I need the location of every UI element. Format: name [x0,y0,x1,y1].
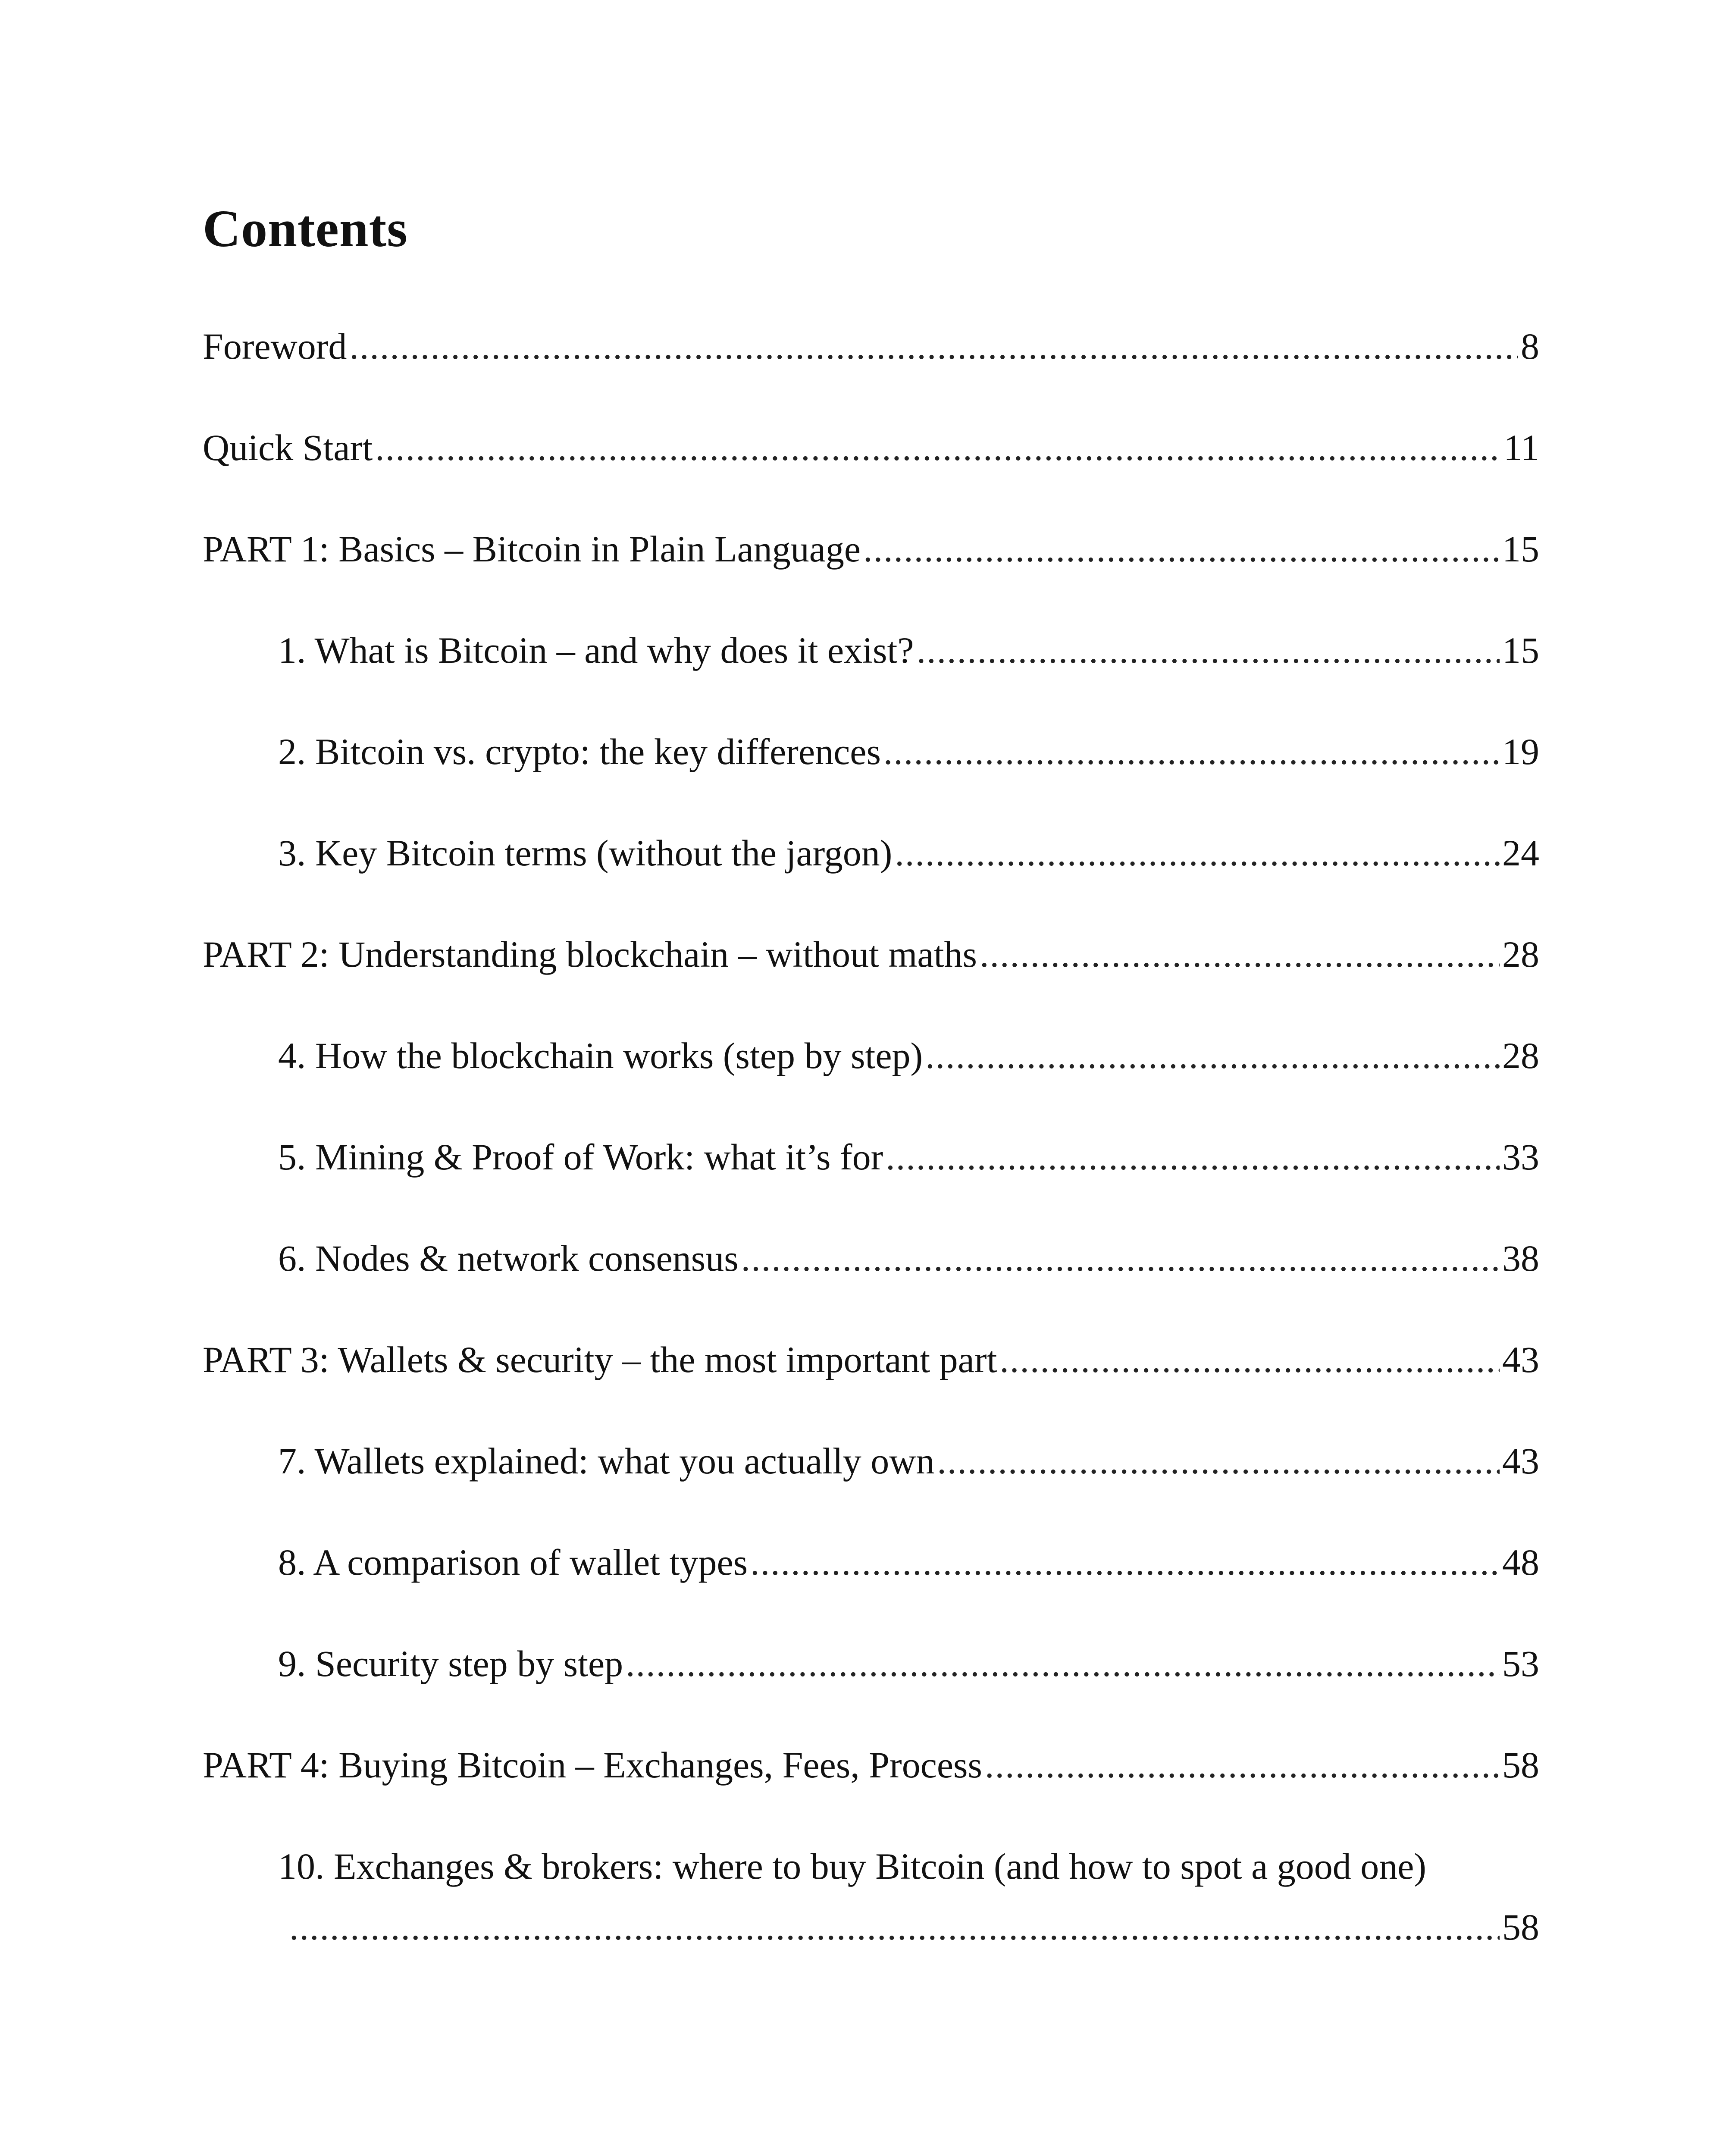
toc-page-number: 15 [1502,528,1539,570]
toc-entry-chapter-10[interactable] [203,1848,1539,1990]
dot-leader [883,733,1500,770]
toc-entry-label: 3. Key Bitcoin terms (without the jargon) [278,832,893,874]
toc-page-number: 11 [1503,427,1539,468]
dot-leader [886,1138,1500,1175]
toc-page-number: 43 [1502,1339,1539,1380]
table-of-contents [203,328,1539,1990]
page-title: Contents [203,200,408,258]
toc-page-number: 28 [1502,1035,1539,1076]
dot-leader [626,1645,1500,1682]
toc-entry-label: 4. How the blockchain works (step by step) [278,1035,923,1076]
toc-entry-chapter-2[interactable] [203,733,1539,834]
toc-entry-part-3[interactable] [203,1341,1539,1442]
toc-entry-chapter-7[interactable] [203,1442,1539,1544]
toc-page-number: 38 [1502,1238,1539,1279]
toc-page-number: 53 [1502,1643,1539,1684]
toc-page-number: 8 [1521,326,1539,367]
toc-entry-part-2[interactable] [203,936,1539,1037]
toc-entry-part-1[interactable] [203,530,1539,632]
toc-entry-label: 1. What is Bitcoin – and why does it exist? [278,630,914,671]
dot-leader [980,936,1500,973]
toc-page-number: 43 [1502,1440,1539,1482]
dot-leader [863,530,1500,567]
toc-page-number: 15 [1502,630,1539,671]
toc-page-number: 33 [1502,1136,1539,1178]
toc-entry-label: PART 3: Wallets & security – the most important part [203,1339,997,1380]
toc-entry-chapter-8[interactable] [203,1544,1539,1645]
toc-entry-label: PART 2: Understanding blockchain – without maths [203,934,977,975]
dot-leader [750,1544,1500,1581]
dot-leader [937,1442,1500,1479]
toc-entry-label: PART 1: Basics – Bitcoin in Plain Language [203,528,861,570]
toc-entry-label: Foreword [203,326,347,367]
toc-entry-chapter-6[interactable] [203,1240,1539,1341]
toc-entry-label: 6. Nodes & network consensus [278,1238,739,1279]
toc-entry-chapter-1[interactable] [203,632,1539,733]
toc-entry-quick-start[interactable] [203,429,1539,530]
dot-leader [289,1908,1500,1946]
dot-leader [741,1240,1500,1277]
dot-leader [895,834,1500,871]
toc-entry-foreword[interactable] [203,328,1539,429]
toc-entry-label: 10. Exchanges & brokers: where to buy Bitcoin (and how to spot a good one) [278,1846,1427,1887]
toc-entry-label: 5. Mining & Proof of Work: what it’s for [278,1136,883,1178]
toc-entry-chapter-9[interactable] [203,1645,1539,1746]
dot-leader [917,632,1500,669]
toc-entry-label: Quick Start [203,427,373,468]
toc-page-number: 24 [1502,832,1539,874]
toc-entry-chapter-3[interactable] [203,834,1539,936]
toc-page-number: 19 [1502,731,1539,772]
toc-entry-label: PART 4: Buying Bitcoin – Exchanges, Fees, Process [203,1744,982,1786]
toc-page-number: 48 [1502,1542,1539,1583]
dot-leader [375,429,1501,466]
toc-entry-label: 9. Security step by step [278,1643,623,1684]
toc-entry-label: 7. Wallets explained: what you actually own [278,1440,935,1482]
dot-leader [999,1341,1500,1378]
toc-page-number: 58 [1502,1906,1539,1948]
toc-entry-label: 8. A comparison of wallet types [278,1542,748,1583]
toc-entry-label: 2. Bitcoin vs. crypto: the key differences [278,731,881,772]
dot-leader [925,1037,1500,1074]
toc-page-number: 28 [1502,934,1539,975]
toc-entry-chapter-4[interactable] [203,1037,1539,1138]
toc-page-number: 58 [1502,1744,1539,1786]
toc-entry-chapter-5[interactable] [203,1138,1539,1240]
dot-leader [985,1746,1500,1783]
dot-leader [349,328,1518,365]
toc-entry-part-4[interactable] [203,1746,1539,1848]
